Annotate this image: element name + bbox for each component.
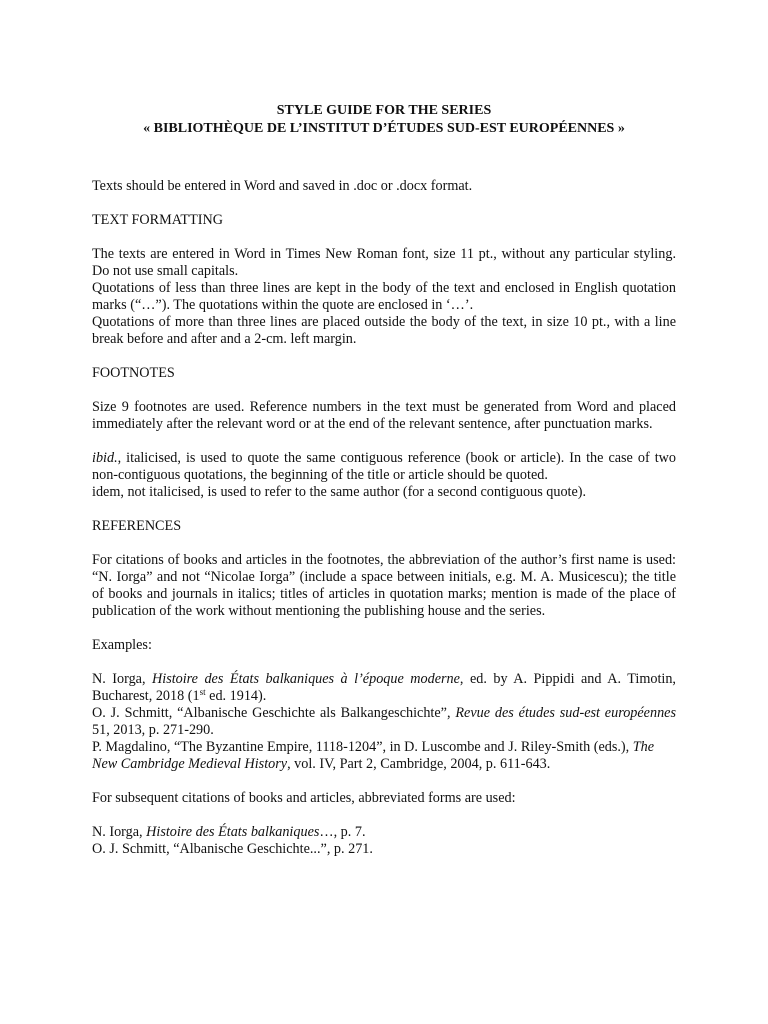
ibid-text: , italicised, is used to quote the same contiguous reference (book or article). In the case of two non-contiguous quotations, the beginning of the title or article should be quoted. — [92, 450, 676, 483]
ex1-author: N. Iorga, — [92, 671, 152, 687]
ex3-details: , vol. IV, Part 2, Cambridge, 2004, p. 611-643. — [287, 756, 551, 772]
examples-label: Examples: — [92, 637, 152, 653]
example-citation-2 — [92, 705, 676, 739]
ex2-journal: Revue des études sud-est européennes — [455, 705, 676, 721]
text-formatting-paragraph-1: The texts are entered in Word in Times New Roman font, size 11 pt., without any particular styling. Do not use small capitals. — [92, 246, 676, 279]
document-title — [92, 102, 676, 138]
ex1-superscript: st — [199, 687, 206, 697]
footnotes-ibid-paragraph — [92, 450, 676, 484]
ex1-details: , ed. by A. Pippidi and A. Timotin, Bucharest, 2018 (1 — [92, 671, 676, 704]
subsequent-citations-paragraph: For subsequent citations of books and articles, abbreviated forms are used: — [92, 790, 516, 806]
footnotes-paragraph-1: Size 9 footnotes are used. Reference numbers in the text must be generated from Word and placed immediately after the relevant word or at the end of the relevant sentence, after punctuation marks. — [92, 399, 676, 432]
title-line-1: STYLE GUIDE FOR THE SERIES — [276, 103, 492, 118]
intro-paragraph: Texts should be entered in Word and saved in .doc or .docx format. — [92, 178, 473, 194]
ab1-details: …, p. 7. — [319, 824, 366, 840]
ex3-title: The New Cambridge Medieval History — [92, 739, 655, 772]
ex2-details: 51, 2013, p. 271-290. — [92, 722, 214, 738]
ab1-title: Histoire des États balkaniques — [146, 824, 320, 840]
ibid-term: ibid. — [92, 450, 118, 466]
section-heading-footnotes: FOOTNOTES — [92, 365, 175, 381]
example-citation-3 — [92, 739, 676, 773]
footnotes-idem-paragraph: idem, not italicised, is used to refer to the same author (for a second contiguous quote). — [92, 484, 587, 500]
text-formatting-paragraph-2: Quotations of less than three lines are kept in the body of the text and enclosed in English quotation marks (“…”). The quotations within the quote are enclosed in ‘…’. — [92, 280, 676, 313]
references-paragraph-1: For citations of books and articles in the footnotes, the abbreviation of the author’s first name is used: “N. Iorga” and not “Nicolae Iorga” (include a space between initials, e.g. M. A. Musicescu); the title of books and journals in italics; titles of articles in quotation marks; mention is made of the place of publication of the work without mentioning the publishing house and the series. — [92, 552, 676, 619]
document-body — [92, 102, 676, 858]
abbreviated-citation-2: O. J. Schmitt, “Albanische Geschichte...”, p. 271. — [92, 841, 373, 857]
section-heading-text-formatting: TEXT FORMATTING — [92, 212, 223, 228]
ex1-end: ed. 1914). — [205, 688, 267, 704]
section-heading-references: REFERENCES — [92, 518, 182, 534]
abbreviated-citation-1 — [92, 824, 676, 841]
ex2-author: O. J. Schmitt, “Albanische Geschichte als Balkangeschichte”, — [92, 705, 456, 721]
ex1-title: Histoire des États balkaniques à l’époque moderne — [152, 671, 460, 687]
ab1-author: N. Iorga, — [92, 824, 147, 840]
ex3-author: P. Magdalino, “The Byzantine Empire, 1118-1204”, in D. Luscombe and J. Riley-Smith (eds.), — [92, 739, 633, 755]
text-formatting-paragraph-3: Quotations of more than three lines are placed outside the body of the text, in size 10 pt., with a line break before and after and a 2-cm. left margin. — [92, 314, 676, 347]
example-citation-1 — [92, 671, 676, 705]
title-line-2: « BIBLIOTHÈQUE DE L’INSTITUT D’ÉTUDES SUD-EST EUROPÉENNES » — [143, 121, 625, 136]
